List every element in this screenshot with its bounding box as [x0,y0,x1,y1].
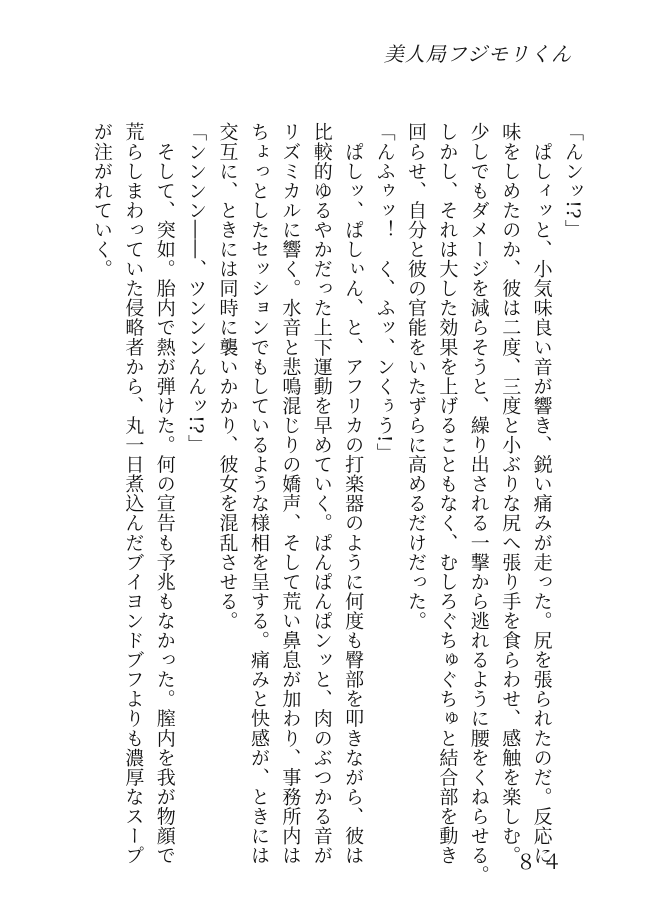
text-line: リズミカルに響く。水音と悲鳴混じりの嬌声、そして荒い鼻息が加わり、事務所内は [279,122,302,865]
running-title: 美人局フジモリくん [383,42,572,66]
page-number: ８４ [516,850,568,874]
text-line: 味をしめたのか、彼は二度、三度と小ぶりな尻へ張り手を食らわせ、感触を楽しむ。 [499,122,522,865]
text-line: しかし、それは大した効果を上げることもなく、むしろぐちゅぐちゅと結合部を動き [436,122,459,865]
text-line: ちょっとしたセッションでもしているような様相を呈する。痛みと快感が、ときには [247,122,270,865]
text-line: 「んふゥッ！ く、ふッ、ンくぅう!」 [373,122,396,463]
text-line: そして、突如。胎内で熱が弾けた。何の宣告も予兆もなかった。膣内を我が物顔で [153,122,176,865]
text-line: 比較的ゆるやかだった上下運動を早めていく。ぱんぱんぱンッと、肉のぶつかる音が [310,122,333,865]
text-line: 交互に、ときには同時に襲いかかり、彼女を混乱させる。 [216,122,239,631]
text-line: が注がれていく。 [90,122,113,279]
text-line: ぱしィッと、小気味良い音が響き、鋭い痛みが走った。尻を張られたのだ。反応に [530,122,553,865]
text-line: 「ンンンン――、ツンンンんんッ!?」 [185,122,208,454]
text-line: 少しでもダメージを減らそうと、繰り出される一撃から逃れるように腰をくねらせる。 [467,122,490,885]
text-line: 「んンッ!?」 [562,122,584,239]
text-line: ぱしッ、ぱしぃん、と、アフリカの打楽器のように何度も臀部を叩きながら、彼は [342,122,365,865]
text-line: 荒らしまわっていた侵略者から、丸一日煮込んだブイヨンドブフよりも濃厚なスープ [122,122,145,865]
text-line: 回らせ、自分と彼の官能をいたずらに高めるだけだった。 [404,122,427,631]
